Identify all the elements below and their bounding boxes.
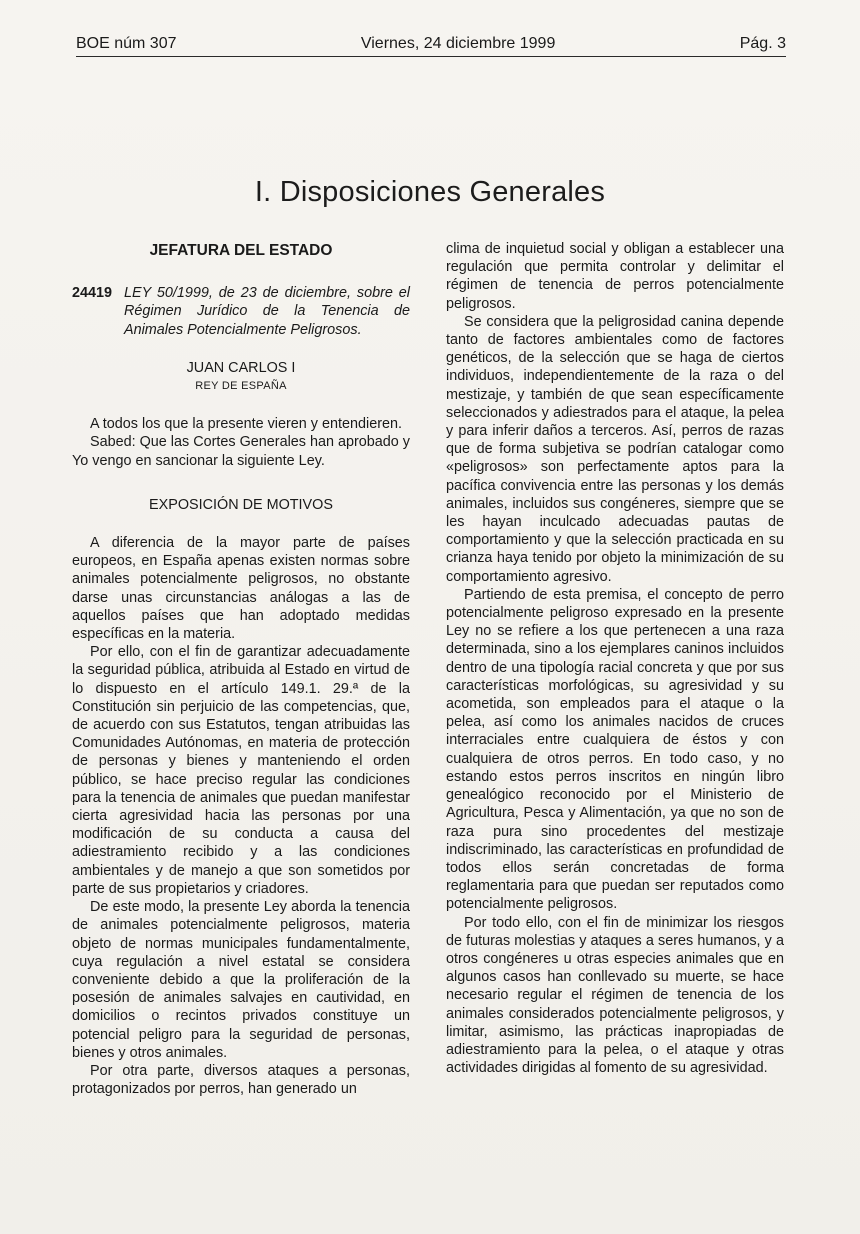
left-column	[72, 240, 410, 1098]
paragraph: A todos los que la presente vieren y entendieren.	[90, 416, 403, 433]
page-number: Pág. 3	[739, 35, 786, 52]
law-title: LEY 50/1999, de 23 de diciembre, sobre el Régimen Jurídico de la Tenencia de Animales Potencialmente Peligrosos.	[124, 285, 410, 338]
paragraph: Por ello, con el fin de garantizar adecuadamente la seguridad pública, atribuida al Estado en virtud de lo dispuesto en el artículo 149.1. 29.ª de la Constitución sin perjuicio de las competencias, que, de acuerdo con sus Estatutos, tengan atribuidas las Comunidades Autónomas, en materia de protección de personas y bienes y manteniendo el orden público, se hace preciso regular las condiciones para la tenencia de animales que puedan manifestar cierta agresividad hacia las personas por una modificación de su conducta a causa del adiestramiento recibido y a las condiciones ambientales y de manejo a que son sometidos por parte de sus propietarios y criadores.	[72, 644, 410, 897]
paragraph: De este modo, la presente Ley aborda la tenencia de animales potencialmente peligrosos, materia objeto de normas municipales fundamentalmente, cuya regulación a nivel estatal se considera conveniente debido a que la proliferación de la posesión de animales salvajes en cautividad, en domicilios o recintos privados constituye un potencial peligro para la seguridad de personas, bienes y otros animales.	[72, 899, 410, 1061]
paragraph: Se considera que la peligrosidad canina depende tanto de factores ambientales como de factores genéticos, de la selección que se haga de ciertos individuos, independientemente de la raza o del mestizaje, y también de que sean específicamente seleccionados y adiestrados para el ataque, la pelea y para inferir daños a terceros. Así, perros de razas que de forma subjetiva se podrían catalogar como «peligrosos» son perfectamente aptos para la pacífica convivencia entre las personas y los demás animales, incluidos sus congéneres, siempre que se les hayan inculcado adecuadas pautas de comportamiento y que la selección practicada en su crianza haya tenido por objeto la minimización de su comportamiento agresivo.	[446, 313, 784, 585]
paragraph: A diferencia de la mayor parte de países europeos, en España apenas existen normas sobre animales potencialmente peligrosos, no obstante darse unas circunstancias análogas a las de aquellos países que han adoptado medidas específicas en la materia.	[72, 535, 410, 643]
paragraph: Partiendo de esta premisa, el concepto de perro potencialmente peligroso expresado en la presente Ley no se refiere a los que pertenecen a una raza determinada, sino a los ejemplares caninos incluidos dentro de una tipología racial concreta y que por sus características morfológicas, su agresividad y su acometida, son empleados para el ataque o la pelea, así como los animales nacidos de cruces interraciales entre cualquiera de éstos y con cualquiera de otros perros. En todo caso, y no estando estos perros inscritos en ningún libro genealógico reconocido por el Ministerio de Agricultura, Pesca y Alimentación, ya que no son de raza pura sino procedentes del mestizaje indiscriminado, las características en profundidad de todos ellos serán concretadas de forma reglamentaria para que puedan ser reputados como potencialmente peligrosos.	[446, 586, 784, 913]
page-header	[76, 32, 786, 56]
subheading: EXPOSICIÓN DE MOTIVOS	[149, 496, 333, 513]
publication-date: Viernes, 24 diciembre 1999	[360, 35, 556, 52]
law-number: 24419	[72, 285, 113, 302]
paragraph: Por otra parte, diversos ataques a personas, protagonizados por perros, han generado un	[72, 1062, 410, 1098]
section-title: I. Disposiciones Generales	[254, 176, 606, 208]
issuing-authority-heading: JEFATURA DEL ESTADO	[149, 242, 333, 259]
paragraph: Sabed: Que las Cortes Generales han aprobado y Yo vengo en sancionar la siguiente Ley.	[72, 434, 410, 469]
paragraph: clima de inquietud social y obligan a establecer una regulación que permita controlar y delimitar el régimen de tenencia de perros potencialmente peligrosos.	[446, 241, 784, 312]
bulletin-number: BOE núm 307	[76, 35, 177, 52]
king-name: JUAN CARLOS I	[186, 359, 296, 376]
right-column	[446, 240, 784, 1077]
paragraph: Por todo ello, con el fin de minimizar los riesgos de futuras molestias y ataques a seres humanos, y a otros congéneres u otras especies animales que en algunos casos han conllevado su muerte, se hace necesario regular el régimen de tenencia de los animales considerados potencialmente peligrosos, y limitar, asimismo, las prácticas inapropiadas de adiestramiento para la pelea, o el ataque y otras actividades dirigidas al fomento de su agresividad.	[446, 914, 784, 1077]
header-rule	[76, 56, 786, 57]
law-entry	[72, 284, 410, 339]
king-title: REY DE ESPAÑA	[195, 380, 287, 393]
